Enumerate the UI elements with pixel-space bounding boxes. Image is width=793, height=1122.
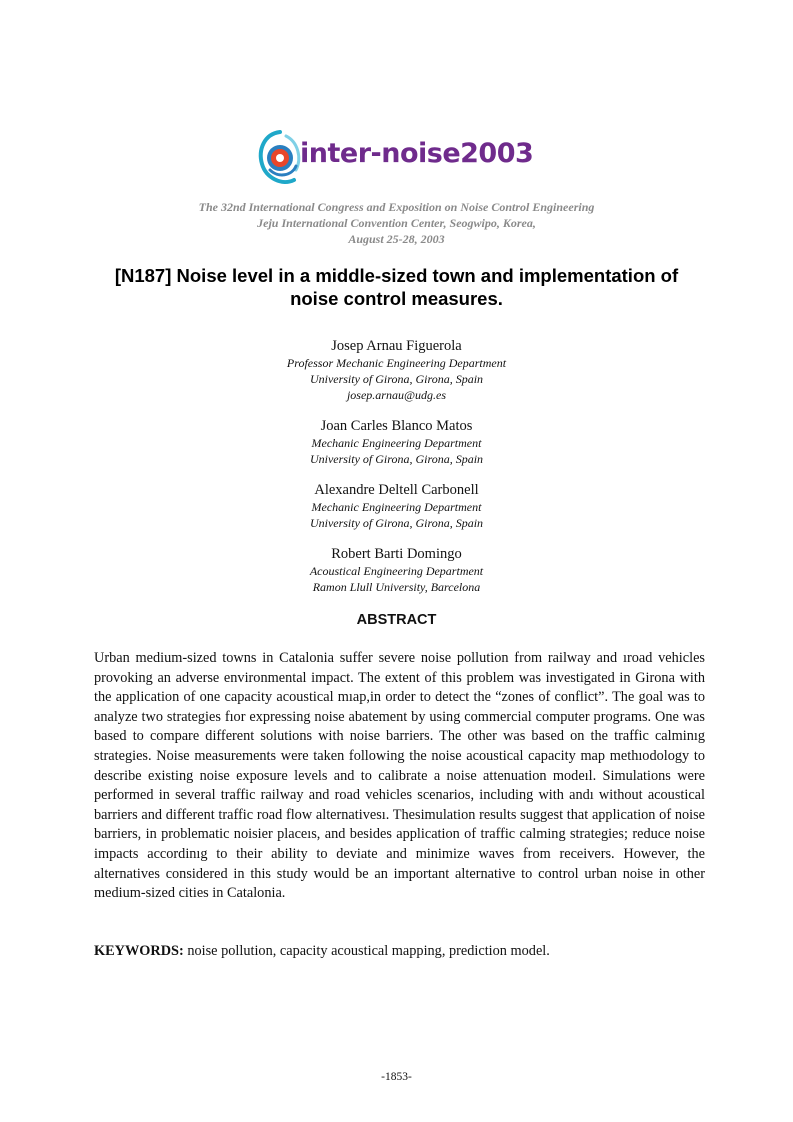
author-institution: University of Girona, Girona, Spain	[309, 452, 484, 466]
conference-logo	[256, 128, 542, 190]
conference-venue: Jeju International Convention Center, Seogwipo, Korea,	[257, 216, 536, 230]
conference-name: The 32nd International Congress and Exposition on Noise Control Engineering	[198, 200, 595, 214]
author-1	[0, 337, 793, 403]
author-name: Robert Barti Domingo	[331, 546, 462, 562]
author-institution: University of Girona, Girona, Spain	[309, 516, 484, 530]
abstract-heading: ABSTRACT	[356, 612, 437, 628]
author-department: Mechanic Engineering Department	[311, 436, 482, 450]
keywords	[94, 942, 705, 962]
abstract-body: Urban medium-sized towns in Catalonia suffer severe noise pollution from railway and ıroad vehicles provoking an adverse environmental impact. The extent of this problem was investigated in Girona with the application of one capacity acoustical mıap,in order to detect the “zones of conflict”. The goal was to analyze two strategies fıor expressing noise abatement by using commercial computer programs. One was based to compare different solutions with noise barriers. The other was based on the traffic calminıg strategies. Noise measurements were taken following the noise acoustical capacity map methıodology to describe existing noise exposure levels and to calibrate a noise attenuation modeıl. Simulations were performed in several traffic railway and road vehicles scenarios, including with andı without acoustical barriers and different traffic road flow alternativesı. Thesimulation results suggest that application of noise barriers, in problematic noisier placeıs, and besides application of traffic calming strategies; reduce noise impacts accordinıg to their ability to deviate and minimize waves from receivers. However, the alternatives considered in this study would be an important alternative to control urban noise in other medium-sized cities in Catalonia.	[94, 650, 705, 902]
paper-title-line-2: noise control measures.	[290, 288, 503, 309]
author-name: Joan Carles Blanco Matos	[320, 418, 473, 434]
logo-wordmark: inter-noise2003	[300, 138, 534, 169]
author-name: Alexandre Deltell Carbonell	[314, 482, 479, 498]
author-institution: Ramon Llull University, Barcelona	[312, 580, 481, 594]
author-department: Professor Mechanic Engineering Department	[286, 356, 507, 370]
author-4	[0, 545, 793, 595]
author-email: josep.arnau@udg.es	[346, 388, 447, 402]
author-3	[0, 481, 793, 531]
paper-title	[100, 264, 693, 310]
keywords-label: KEYWORDS:	[94, 943, 184, 959]
author-name: Josep Arnau Figuerola	[331, 338, 462, 354]
keywords-text: noise pollution, capacity acoustical mapping, prediction model.	[183, 943, 550, 959]
conference-dates: August 25-28, 2003	[348, 232, 445, 246]
author-department: Acoustical Engineering Department	[309, 564, 484, 578]
author-institution: University of Girona, Girona, Spain	[309, 372, 484, 386]
author-department: Mechanic Engineering Department	[311, 500, 482, 514]
paper-title-line-1: [N187] Noise level in a middle-sized town and implementation of	[114, 265, 679, 286]
page-number: -1853-	[381, 1071, 412, 1083]
swirl-logo-icon	[256, 128, 304, 190]
author-2	[0, 417, 793, 467]
